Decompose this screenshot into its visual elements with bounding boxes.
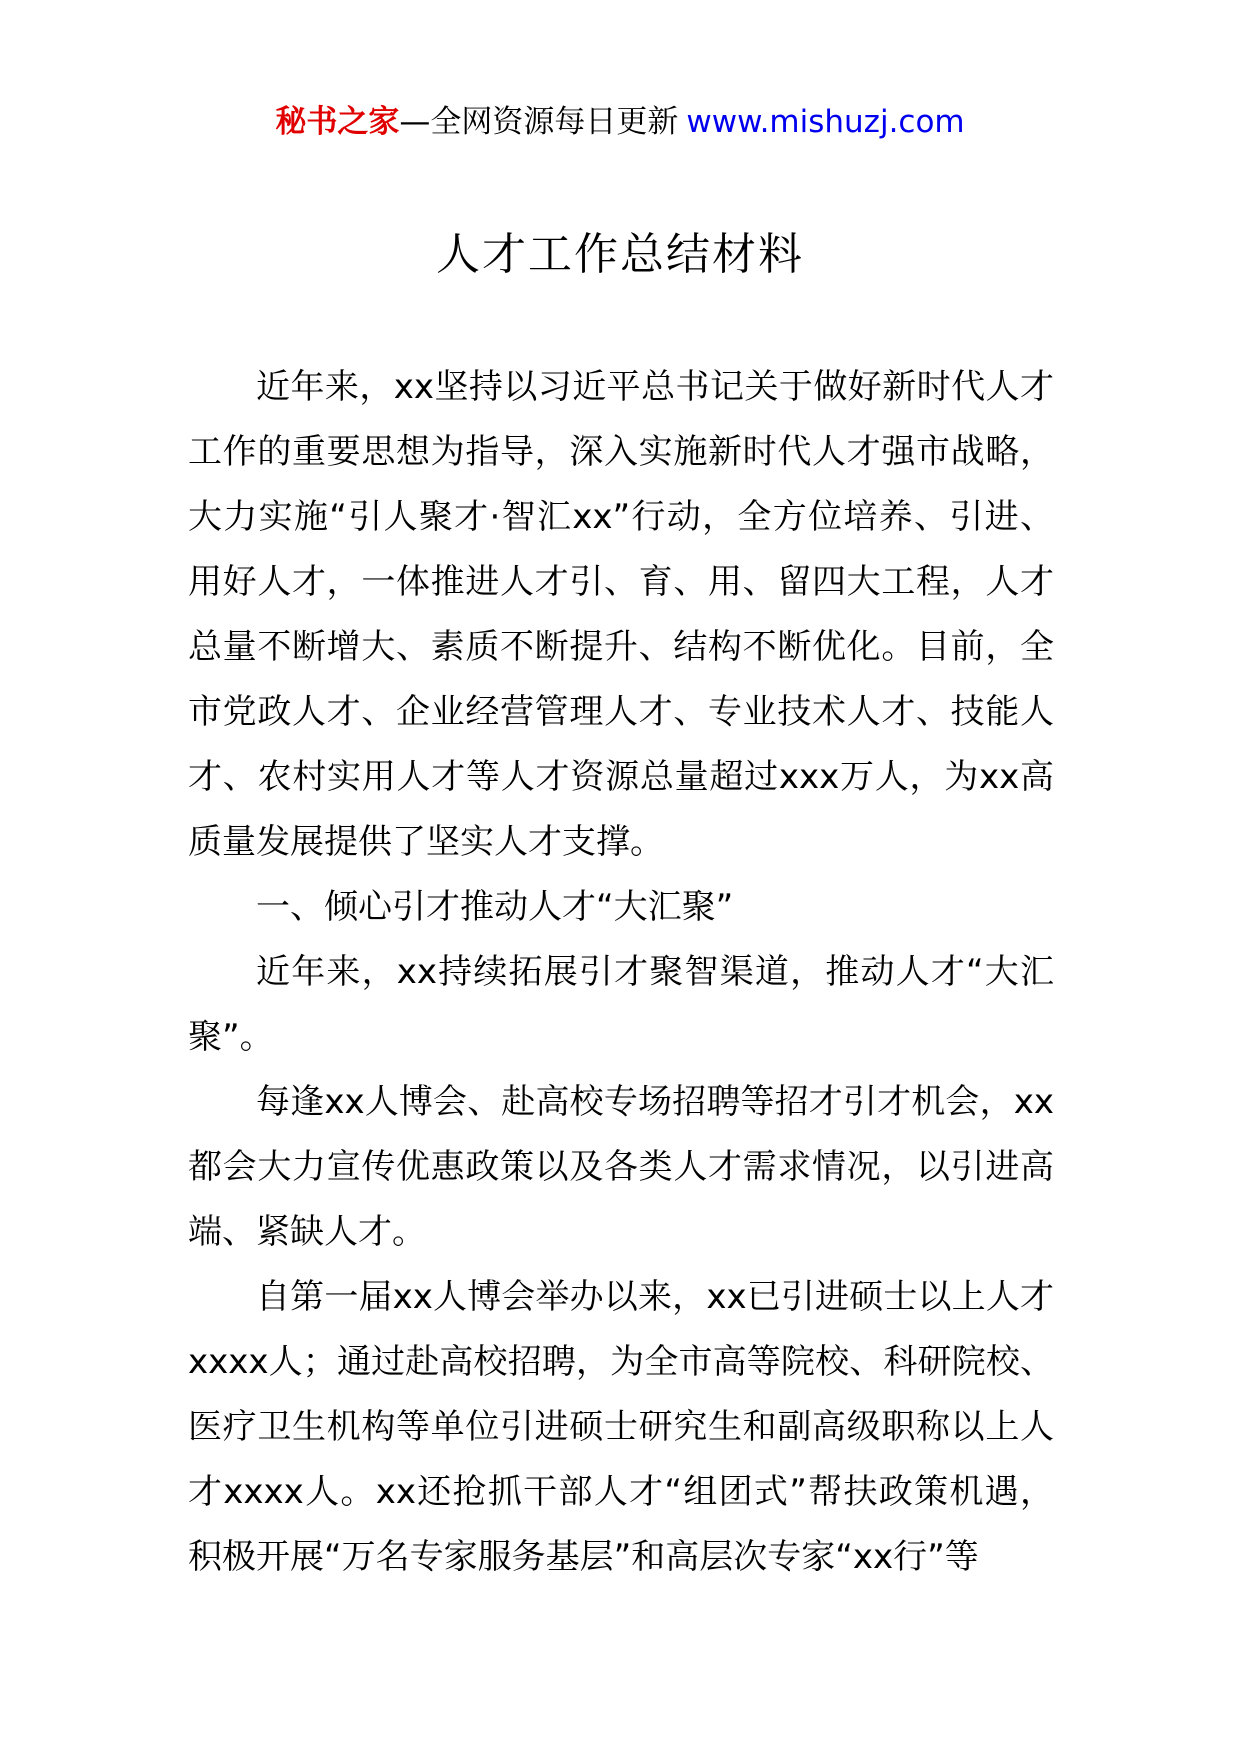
document-body: [188, 355, 1054, 1590]
header-tagline: —全网资源每日更新: [399, 104, 679, 140]
paragraph: 每逢xx人博会、赴高校专场招聘等招才引才机会，xx都会大力宣传优惠政策以及各类人才需求情况，以引进高端、紧缺人才。: [188, 1082, 1054, 1252]
site-link[interactable]: www.mishuzj.com: [686, 104, 965, 140]
paragraph: 近年来，xx持续拓展引才聚智渠道，推动人才“大汇聚”。: [188, 952, 1054, 1057]
document-title: 人才工作总结材料: [436, 229, 804, 280]
paragraph-intro: 近年来，xx坚持以习近平总书记关于做好新时代人才工作的重要思想为指导，深入实施新时代人才强市战略，大力实施“引人聚才·智汇xx”行动，全方位培养、引进、用好人才，一体推进人才引、育、用、留四大工程，人才总量不断增大、素质不断提升、结构不断优化。目前，全市党政人才、企业经营管理人才、专业技术人才、技能人才、农村实用人才等人才资源总量超过xxx万人，为xx高质量发展提供了坚实人才支撑。: [188, 367, 1054, 862]
paragraph: 自第一届xx人博会举办以来，xx已引进硕士以上人才xxxx人；通过赴高校招聘，为全市高等院校、科研院校、医疗卫生机构等单位引进硕士研究生和副高级职称以上人才xxxx人。xx还抢抓干部人才“组团式”帮扶政策机遇，积极开展“万名专家服务基层”和高层次专家“xx行”等: [188, 1277, 1054, 1577]
section-heading: 一、倾心引才推动人才“大汇聚”: [256, 887, 734, 927]
page-header: [0, 100, 1240, 144]
brand-name: 秘书之家: [275, 104, 400, 140]
